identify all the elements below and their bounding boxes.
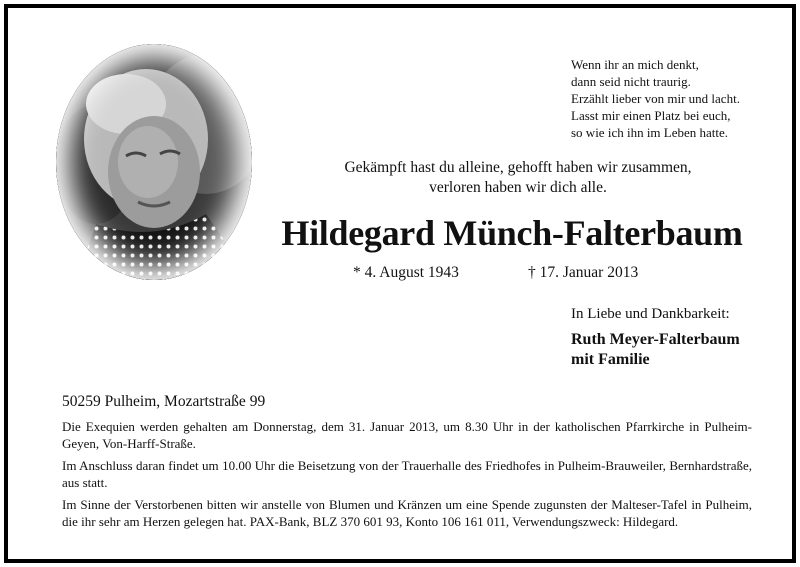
mourner-family: mit Familie [571, 351, 650, 368]
thanks-line: In Liebe und Dankbarkeit: [571, 306, 730, 322]
motto-line: verloren haben wir dich alle. [429, 179, 607, 196]
burial-paragraph: Im Anschluss daran findet um 10.00 Uhr die Beisetzung von der Trauerhalle des Friedhofes in Pulheim-Brauweiler, Bernhardstraße, aus statt. [62, 458, 752, 490]
poem [571, 56, 740, 141]
funeral-mass-paragraph: Die Exequien werden gehalten am Donnerstag, dem 31. Januar 2013, um 8.30 Uhr in der katholischen Pfarrkirche in Pulheim-Geyen, Von-Harff-Straße. [62, 419, 752, 451]
donation-paragraph: Im Sinne der Verstorbenen bitten wir anstelle von Blumen und Kränzen um eine Spende zugunsten der Malteser-Tafel in Pulheim, die ihr sehr am Herzen gelegen hat. PAX-Bank, BLZ 370 601 93, Konto 106 161 011, Verwendungszweck: Hildegard. [62, 497, 752, 529]
deceased-name: Hildegard Münch-Falterbaum [281, 213, 743, 253]
address: 50259 Pulheim, Mozartstraße 99 [62, 393, 266, 410]
portrait-photo [56, 44, 252, 280]
poem-line: dann seid nicht traurig. [571, 74, 691, 89]
mourner-name: Ruth Meyer-Falterbaum [571, 331, 740, 348]
poem-line: Wenn ihr an mich denkt, [571, 57, 699, 72]
poem-line: Lasst mir einen Platz bei euch, [571, 108, 731, 123]
motto-line: Gekämpft hast du alleine, gehofft haben wir zusammen, [344, 159, 692, 176]
motto [308, 158, 728, 198]
birth-date: * 4. August 1943 [353, 264, 459, 281]
mourners [571, 330, 740, 370]
death-date: † 17. Januar 2013 [528, 264, 639, 281]
poem-line: so wie ich ihn im Leben hatte. [571, 125, 729, 140]
poem-line: Erzählt lieber von mir und lacht. [571, 91, 740, 106]
photo-vignette [56, 44, 252, 280]
obituary-frame [4, 4, 796, 563]
